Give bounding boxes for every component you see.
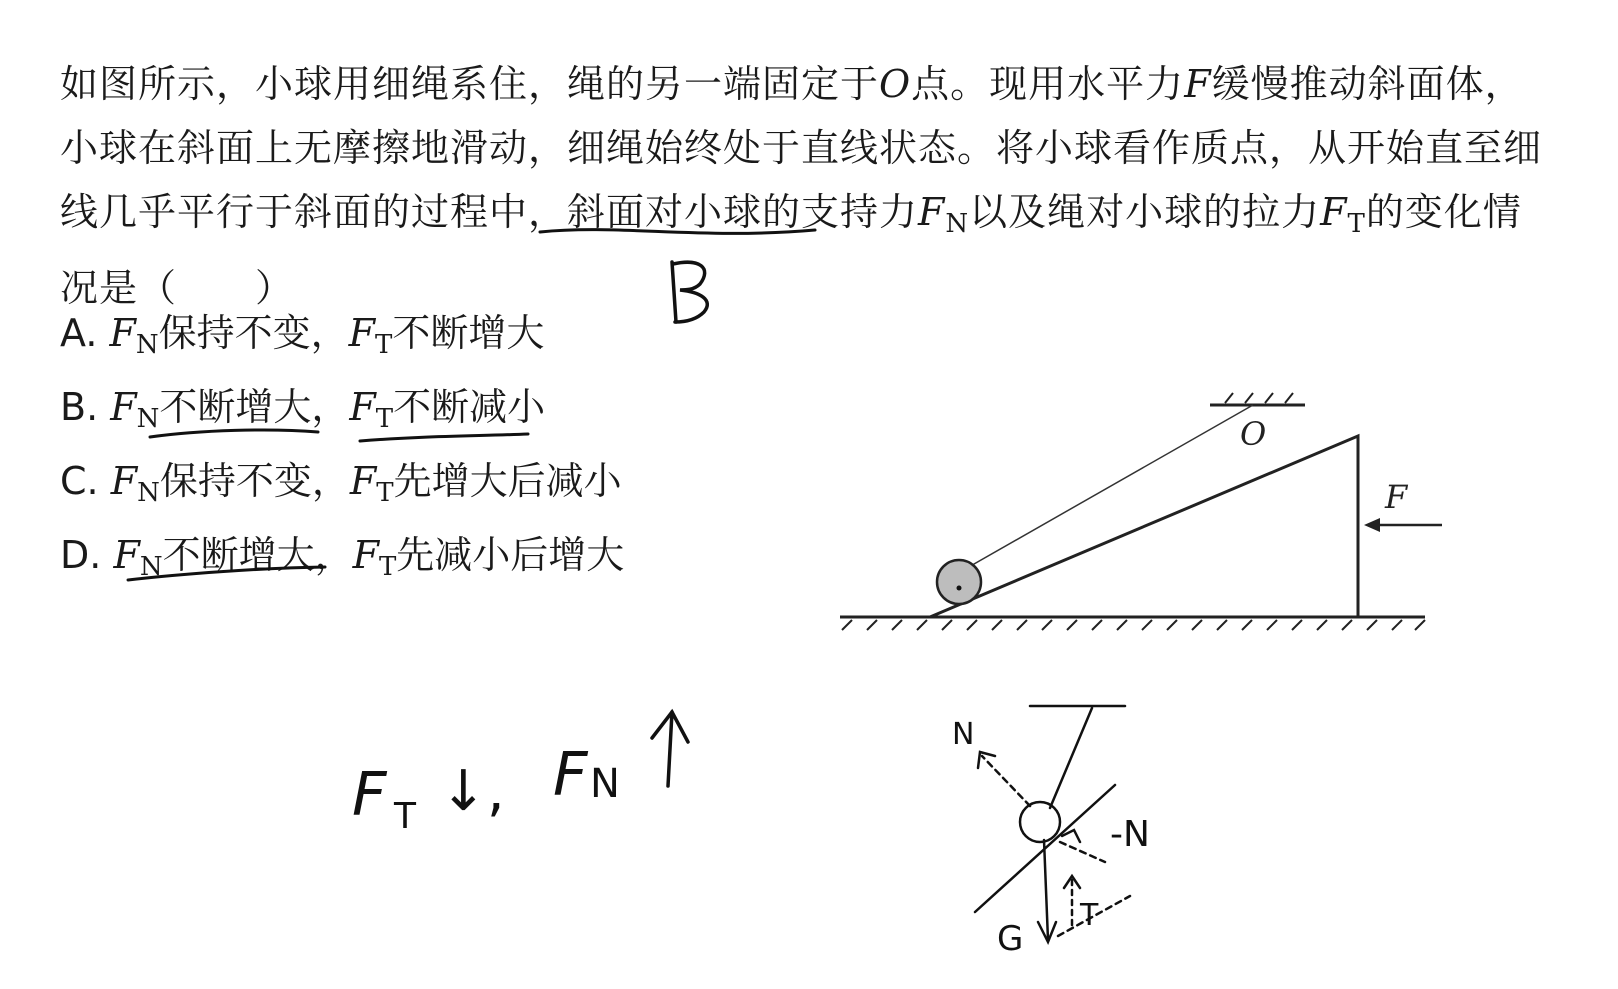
option-ft-sub: T (375, 330, 393, 360)
option-fn-text: 不断增大， (162, 533, 353, 577)
point-o-figure-label: O (1240, 415, 1267, 453)
option-letter: A. (60, 311, 98, 355)
option-ft-symbol: F (349, 459, 377, 503)
option-fn-symbol: F (109, 311, 136, 355)
option-ft-symbol: F (349, 385, 376, 429)
incline-wedge (930, 436, 1358, 617)
summary-ft-arrow: ↓, (440, 759, 505, 824)
ceiling-hatching (1225, 393, 1293, 403)
option-fn-text: 保持不变， (158, 311, 349, 355)
question-part3: 缓慢推动斜面体，小球在斜面上无摩擦地滑动，细绳始终处于直线状态。将小球看作质点，从开始直至细线几乎平行于斜面的过程中，斜面对小球的支持力 (60, 62, 1543, 234)
sketch-label-n1: N (952, 717, 975, 752)
ground-hatching (842, 620, 1425, 630)
option-letter: D. (60, 533, 102, 577)
force-f-label: F (1184, 62, 1212, 106)
option-ft-sub: T (378, 552, 397, 582)
option-ft-symbol: F (348, 311, 376, 355)
force-f-figure-label: F (1385, 478, 1408, 516)
question-part2: 点。现用水平力 (911, 62, 1185, 106)
summary-fn-sub: N (590, 761, 620, 807)
underline-option-d-fn (128, 567, 325, 580)
summary-fn: F (553, 740, 588, 810)
option-fn-sub: N (139, 552, 163, 582)
option-letter: C. (60, 459, 99, 503)
sketch-label-t: T (1080, 898, 1099, 933)
ft-symbol: F (1320, 190, 1348, 234)
option-fn-sub: N (137, 478, 160, 508)
option-ft-text: 不断增大 (392, 311, 545, 355)
sketch-label-g: G (997, 919, 1024, 959)
handwritten-underlines (128, 230, 815, 580)
summary-fn-arrow (652, 712, 688, 786)
option-ft-text: 先减小后增大 (396, 533, 625, 577)
option-ft-text: 不断减小 (393, 385, 546, 429)
ball-center-dot (957, 586, 962, 591)
option-fn-text: 不断增大， (159, 385, 350, 429)
summary-ft: F (352, 760, 387, 830)
point-o-label: O (879, 62, 912, 106)
option-ft-text: 先增大后减小 (393, 459, 622, 503)
sketch-label-n2: -N (1110, 814, 1150, 855)
option-ft-sub: T (376, 478, 394, 508)
force-arrow-head (1364, 518, 1380, 532)
fn-subscript: N (945, 209, 970, 239)
option-fn-symbol: F (110, 385, 137, 429)
question-part1: 如图所示，小球用细绳系住，绳的另一端固定于 (60, 62, 880, 106)
question-part5: 的变化情况是（ ） (60, 190, 1522, 310)
handwritten-summary (352, 740, 620, 837)
underline-option-b-ft (360, 434, 528, 441)
ft-subscript: T (1347, 209, 1366, 239)
ball (937, 560, 981, 604)
summary-ft-sub: T (394, 796, 416, 837)
option-fn-sub: N (135, 330, 159, 360)
option-fn-symbol: F (110, 459, 138, 503)
fn-symbol: F (918, 190, 946, 234)
string (960, 405, 1253, 572)
option-ft-symbol: F (352, 533, 379, 577)
force-sketch (975, 706, 1130, 942)
question-part4: 以及绳对小球的拉力 (969, 190, 1321, 234)
option-ft-sub: T (375, 404, 394, 434)
option-fn-text: 保持不变， (159, 459, 350, 503)
incline-figure (840, 393, 1442, 630)
option-letter: B. (60, 385, 99, 429)
handwritten-answer (672, 262, 707, 322)
underline-parallel-phrase (540, 230, 815, 234)
underline-option-b-fn (150, 430, 318, 437)
option-fn-sub: N (136, 404, 160, 434)
option-fn-symbol: F (113, 533, 140, 577)
